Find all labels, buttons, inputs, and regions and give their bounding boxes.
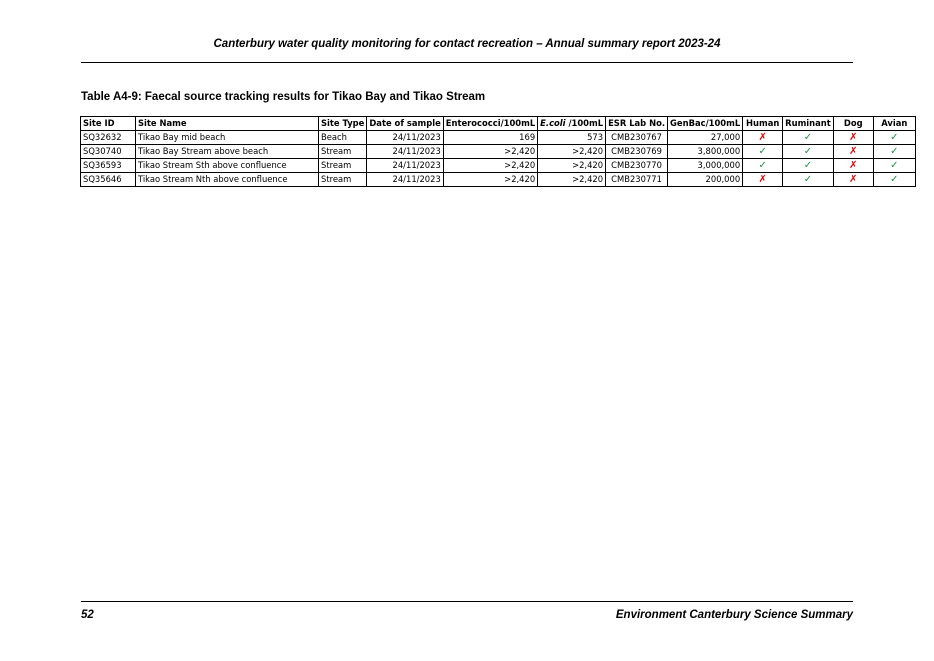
cell-enterococci: >2,420: [443, 173, 537, 187]
ecoli-label: E.coli: [540, 118, 566, 128]
cross-icon: ✗: [758, 132, 767, 143]
col-ruminant: Ruminant: [783, 117, 834, 131]
cell-esr-lab-no: CMB230770: [606, 159, 668, 173]
cell-dog: [833, 131, 873, 145]
cell-esr-lab-no: CMB230771: [606, 173, 668, 187]
cross-icon: ✗: [849, 146, 858, 157]
cell-esr-lab-no: CMB230769: [606, 145, 668, 159]
page-number: 52: [81, 609, 94, 621]
faecal-source-table: [80, 116, 916, 187]
col-esr-lab-no: ESR Lab No.: [606, 117, 668, 131]
cell-esr-lab-no: CMB230767: [606, 131, 668, 145]
cell-genbac: 3,000,000: [668, 159, 743, 173]
cell-site-type: Stream: [319, 159, 367, 173]
col-genbac: GenBac/100mL: [668, 117, 743, 131]
cell-site-type: Stream: [319, 145, 367, 159]
cell-site-id: SQ30740: [81, 145, 136, 159]
col-ecoli: [538, 117, 606, 131]
cell-site-id: SQ35646: [81, 173, 136, 187]
table-caption: Table A4-9: Faecal source tracking results for Tikao Bay and Tikao Stream: [81, 91, 486, 103]
cross-icon: ✗: [849, 174, 858, 185]
cell-site-type: Beach: [319, 131, 367, 145]
cell-site-id: SQ36593: [81, 159, 136, 173]
cell-site-id: SQ32632: [81, 131, 136, 145]
cell-site-type: Stream: [319, 173, 367, 187]
table-row: [81, 173, 916, 187]
cell-date: 24/11/2023: [367, 173, 443, 187]
cell-date: 24/11/2023: [367, 131, 443, 145]
cell-site-name: Tikao Stream Nth above confluence: [136, 173, 319, 187]
cell-date: 24/11/2023: [367, 145, 443, 159]
cross-icon: ✗: [758, 174, 767, 185]
cell-date: 24/11/2023: [367, 159, 443, 173]
cell-enterococci: 169: [443, 131, 537, 145]
cell-avian: [873, 131, 915, 145]
running-header: Canterbury water quality monitoring for contact recreation – Annual summary report 2023-24: [213, 38, 721, 50]
cell-ruminant: [783, 159, 834, 173]
tick-icon: ✓: [890, 146, 899, 157]
cell-site-name: Tikao Bay Stream above beach: [136, 145, 319, 159]
cross-icon: ✗: [849, 132, 858, 143]
cell-ruminant: [783, 145, 834, 159]
cell-human: [743, 145, 783, 159]
col-site-type: Site Type: [319, 117, 367, 131]
cell-dog: [833, 159, 873, 173]
cell-avian: [873, 173, 915, 187]
tick-icon: ✓: [803, 132, 813, 143]
table-row: [81, 159, 916, 173]
cell-dog: [833, 145, 873, 159]
cell-avian: [873, 159, 915, 173]
cell-genbac: 200,000: [668, 173, 743, 187]
tick-icon: ✓: [890, 160, 899, 171]
cell-human: [743, 159, 783, 173]
cell-human: [743, 173, 783, 187]
col-date: Date of sample: [367, 117, 443, 131]
cell-ecoli: 573: [538, 131, 606, 145]
col-avian: Avian: [873, 117, 915, 131]
cell-site-name: Tikao Stream Sth above confluence: [136, 159, 319, 173]
cell-ecoli: >2,420: [538, 173, 606, 187]
cell-ecoli: >2,420: [538, 145, 606, 159]
cell-ecoli: >2,420: [538, 159, 606, 173]
header-divider: [81, 62, 853, 63]
col-site-id: Site ID: [81, 117, 136, 131]
table-header-row: [81, 117, 916, 131]
tick-icon: ✓: [803, 160, 813, 171]
tick-icon: ✓: [890, 132, 899, 143]
cell-enterococci: >2,420: [443, 159, 537, 173]
col-enterococci: Enterococci/100mL: [443, 117, 537, 131]
cell-dog: [833, 173, 873, 187]
cell-ruminant: [783, 131, 834, 145]
cell-site-name: Tikao Bay mid beach: [136, 131, 319, 145]
cell-genbac: 27,000: [668, 131, 743, 145]
col-dog: Dog: [833, 117, 873, 131]
tick-icon: ✓: [758, 160, 767, 171]
footer-divider: [81, 601, 853, 602]
cell-avian: [873, 145, 915, 159]
tick-icon: ✓: [758, 146, 767, 157]
cell-genbac: 3,800,000: [668, 145, 743, 159]
cell-human: [743, 131, 783, 145]
ecoli-unit: /100mL: [565, 118, 604, 128]
tick-icon: ✓: [803, 146, 813, 157]
tick-icon: ✓: [803, 174, 813, 185]
col-human: Human: [743, 117, 783, 131]
tick-icon: ✓: [890, 174, 899, 185]
table-row: [81, 131, 916, 145]
cell-ruminant: [783, 173, 834, 187]
footer-title: Environment Canterbury Science Summary: [615, 609, 853, 621]
cross-icon: ✗: [849, 160, 858, 171]
cell-enterococci: >2,420: [443, 145, 537, 159]
col-site-name: Site Name: [136, 117, 319, 131]
table-row: [81, 145, 916, 159]
